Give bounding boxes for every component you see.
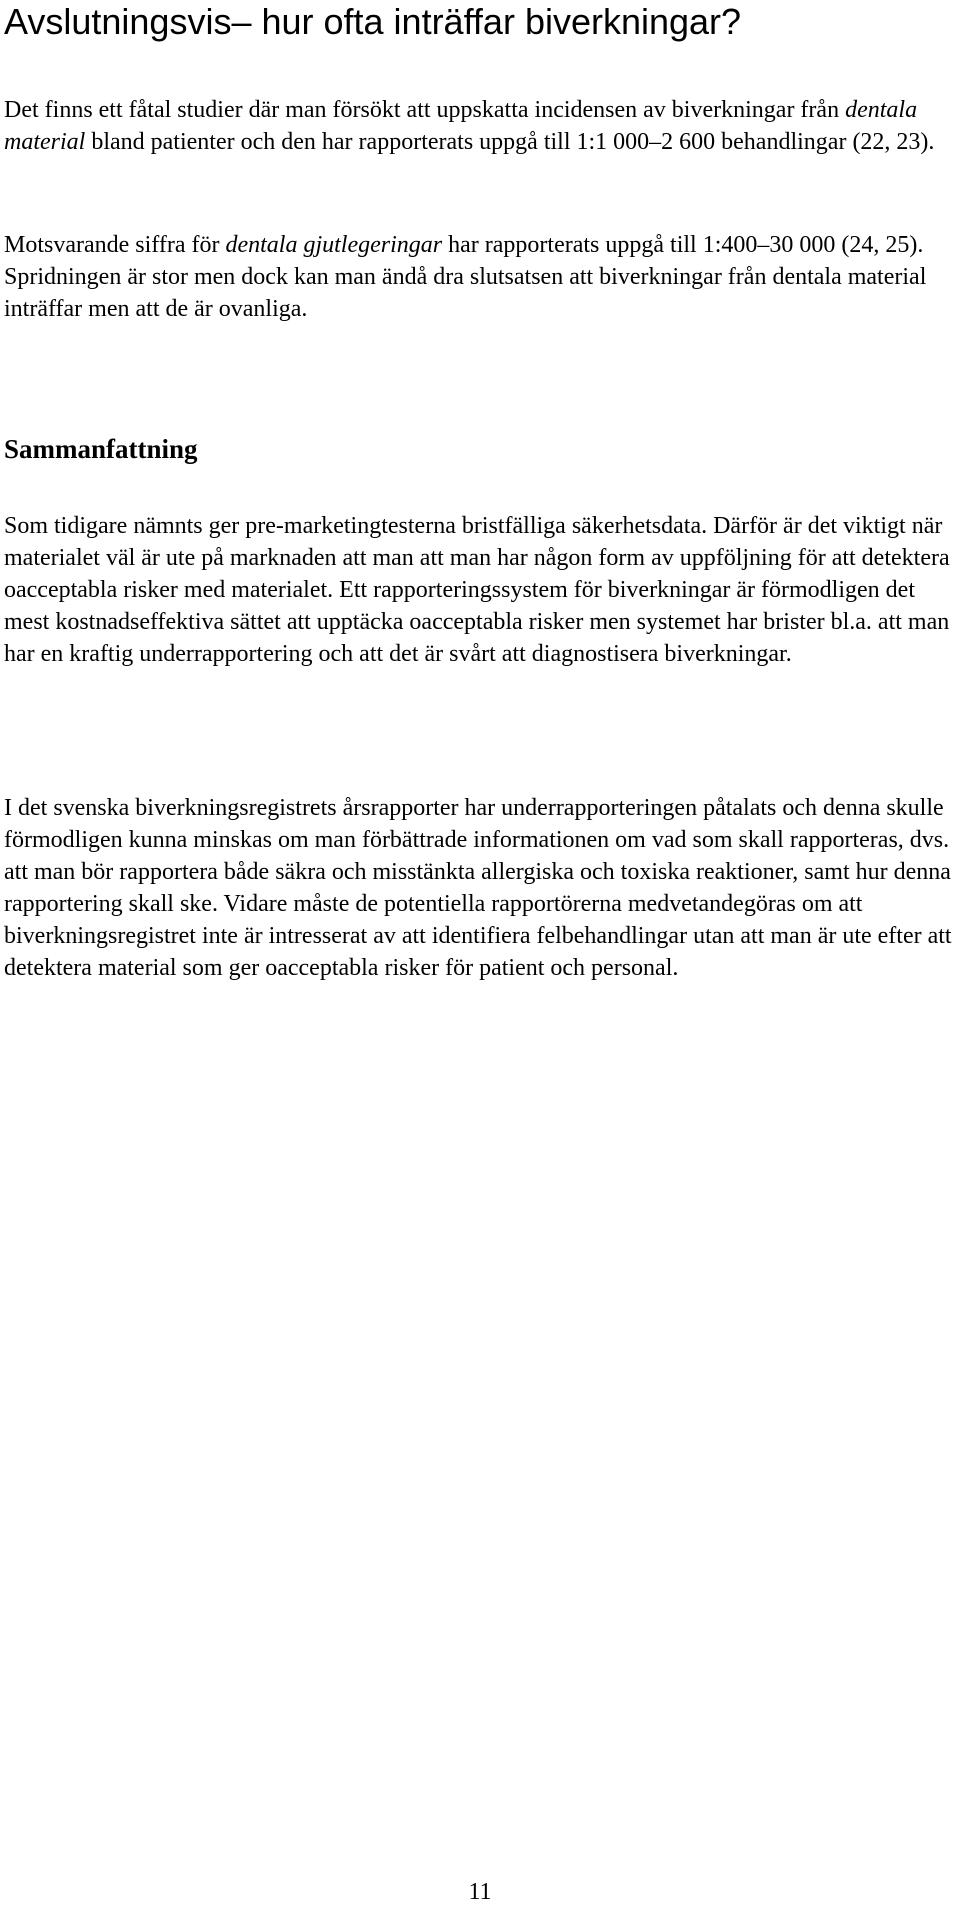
paragraph-registry: I det svenska biverkningsregistrets årsrapporter har underrapporteringen påtalats och denna skulle förmodligen kunna minskas om man förbättrade informationen om vad som skall rapporteras, dvs. att man bör rapportera både säkra och misstänkta allergiska och toxiska reaktioner, samt hur denna rapportering skall ske. Vidare måste de potentiella rapportörerna medvetandegöras om att biverkningsregistret inte är intresserat av att identifiera felbehandlingar utan att man är ute efter att detektera material som ger oacceptabla risker för patient och personal. bbox=[4, 795, 952, 981]
page-number: 11 bbox=[468, 1879, 492, 1905]
paragraph-text: bland patienter och den har rapporterats uppgå till 1:1 000–2 600 behandlingar (22, 23). bbox=[85, 129, 935, 155]
paragraph-cast-alloys bbox=[4, 229, 959, 325]
paragraph-incidence bbox=[4, 94, 959, 158]
section-heading: Sammanfattning bbox=[4, 434, 198, 464]
page-title: Avslutningsvis– hur ofta inträffar biverkningar? bbox=[4, 1, 742, 42]
emphasized-term: dentala gjutlegeringar bbox=[225, 232, 443, 258]
emphasized-term: dentala material bbox=[4, 97, 918, 155]
paragraph-text: Motsvarande siffra för bbox=[4, 232, 226, 258]
paragraph-text: Det finns ett fåtal studier där man försökt att uppskatta incidensen av biverkningar från bbox=[4, 97, 846, 123]
paragraph-summary: Som tidigare nämnts ger pre-marketingtesterna bristfälliga säkerhetsdata. Därför är det viktigt när materialet väl är ute på marknaden att man att man har någon form av uppföljning för att detektera oacceptabla risker med materialet. Ett rapporteringssystem för biverkningar är förmodligen det mest kostnadseffektiva sättet att upptäcka oacceptabla risker men systemet har brister bl.a. att man har en kraftig underrapportering och att det är svårt att diagnostisera biverkningar. bbox=[4, 513, 950, 667]
paragraph-text: har rapporterats uppgå till 1:400–30 000 (24, 25). Spridningen är stor men dock kan man ändå dra slutsatsen att biverkningar från dentala material inträffar men att de är ovanliga. bbox=[4, 232, 927, 322]
